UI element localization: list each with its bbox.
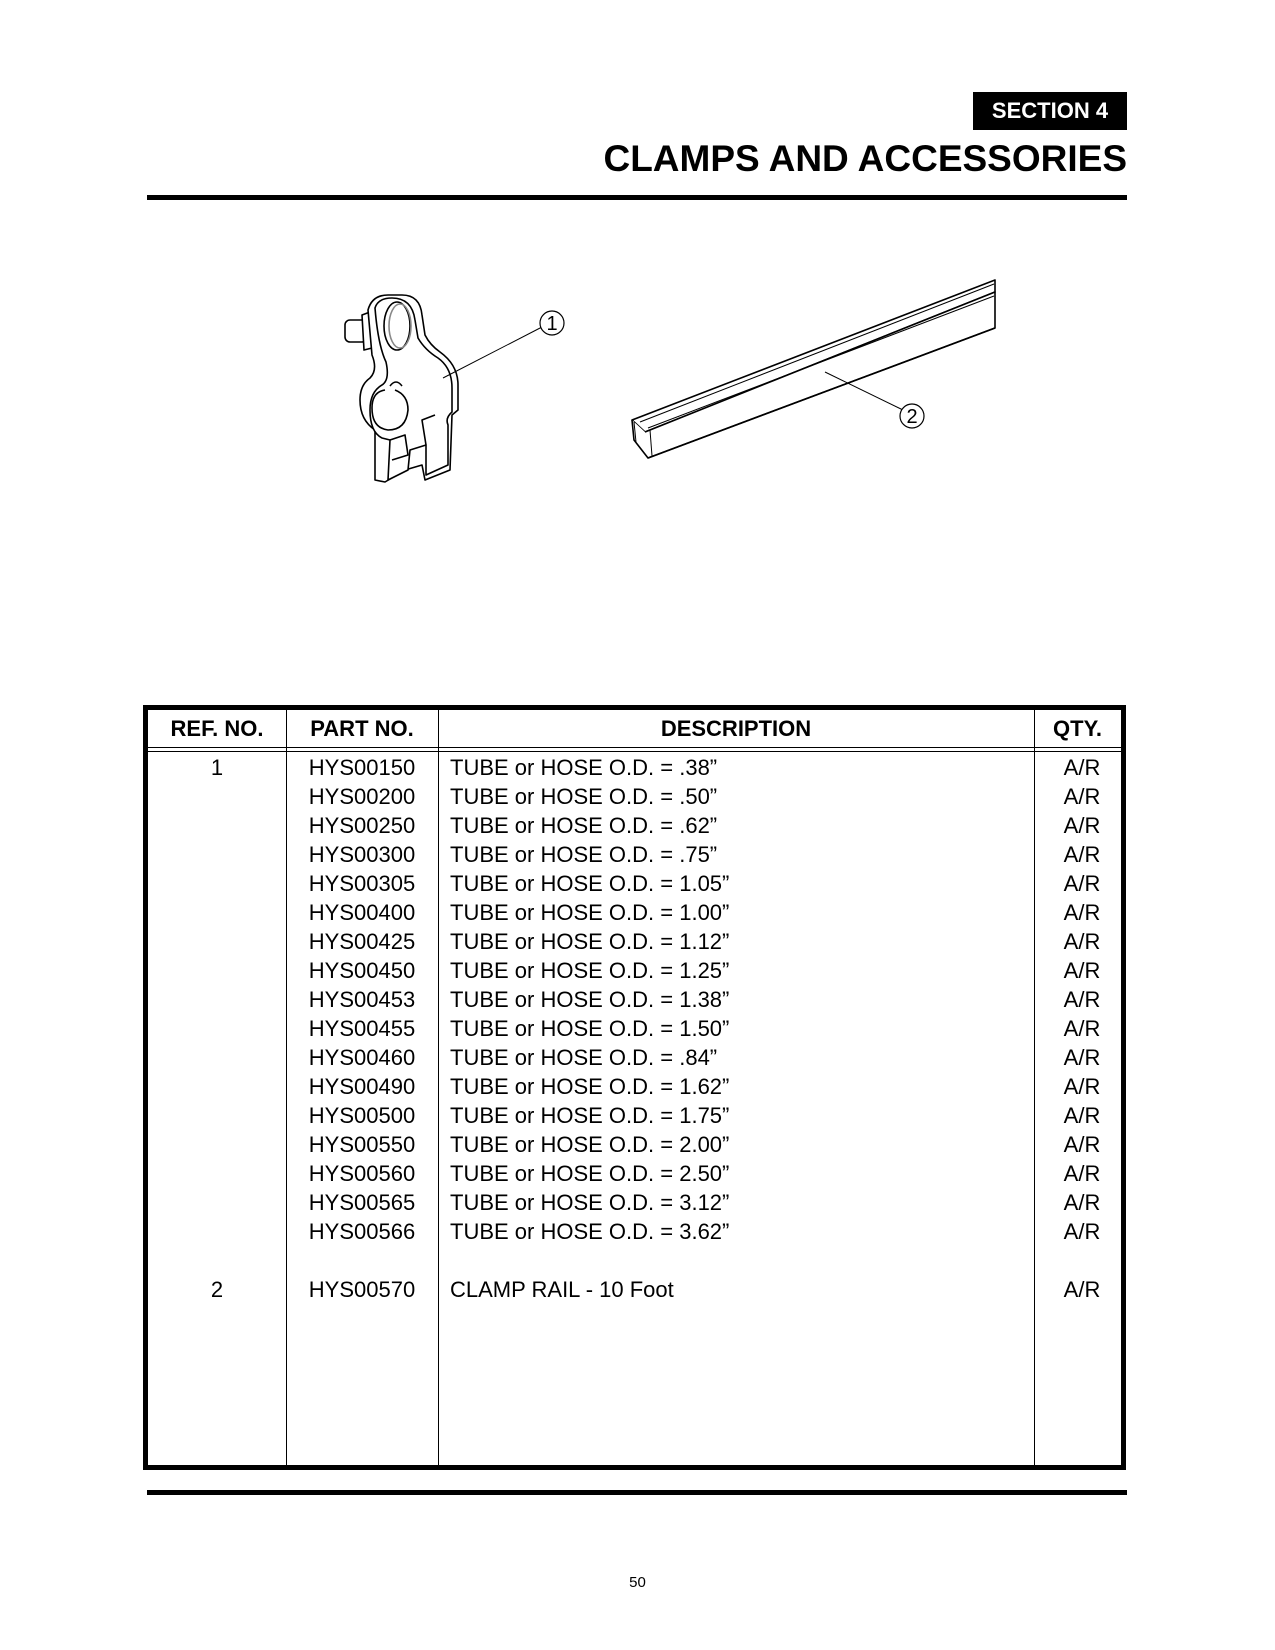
description-cell: TUBE or HOSE O.D. = 2.50”	[450, 1160, 730, 1186]
part-no-cell: HYS00453	[308, 986, 416, 1012]
header-description: DESCRIPTION	[660, 715, 812, 741]
part-no-cell: HYS00400	[308, 899, 416, 925]
footer-rule	[147, 1490, 1127, 1495]
table-row	[148, 1101, 1121, 1130]
qty-cell: A/R	[1063, 957, 1101, 983]
ref-no-cell	[148, 1043, 286, 1072]
qty-cell: A/R	[1063, 1276, 1101, 1302]
part-no-cell: HYS00300	[308, 841, 416, 867]
description-cell: TUBE or HOSE O.D. = .84”	[450, 1044, 718, 1070]
ref-no-cell	[148, 927, 286, 956]
part-no-cell: HYS00550	[308, 1131, 416, 1157]
header-qty: QTY.	[1053, 715, 1102, 741]
ref-no-cell	[148, 1072, 286, 1101]
ref-no-cell	[148, 1159, 286, 1188]
parts-illustration	[330, 270, 1030, 500]
table-row	[148, 1072, 1121, 1101]
parts-table	[143, 705, 1126, 1470]
part-no-cell: HYS00250	[308, 812, 416, 838]
table-row	[148, 811, 1121, 840]
qty-cell: A/R	[1063, 899, 1101, 925]
part-no-cell: HYS00200	[308, 783, 416, 809]
callout-2-label: 2	[906, 406, 918, 428]
clamp-drawing	[345, 295, 564, 482]
ref-no-cell	[148, 782, 286, 811]
ref-no-cell: 1	[210, 754, 224, 780]
description-cell: TUBE or HOSE O.D. = 1.50”	[450, 1015, 730, 1041]
description-cell: TUBE or HOSE O.D. = 1.75”	[450, 1102, 730, 1128]
description-cell: TUBE or HOSE O.D. = 1.05”	[450, 870, 730, 896]
ref-no-cell	[148, 840, 286, 869]
part-no-cell: HYS00490	[308, 1073, 416, 1099]
header-part-no: PART NO.	[310, 715, 414, 741]
part-no-cell: HYS00500	[308, 1102, 416, 1128]
qty-cell: A/R	[1063, 928, 1101, 954]
qty-cell: A/R	[1063, 841, 1101, 867]
part-no-cell: HYS00460	[308, 1044, 416, 1070]
description-cell: TUBE or HOSE O.D. = 1.62”	[450, 1073, 730, 1099]
description-cell: TUBE or HOSE O.D. = 1.00”	[450, 899, 730, 925]
table-row	[148, 927, 1121, 956]
qty-cell: A/R	[1063, 870, 1101, 896]
ref-no-cell	[148, 1188, 286, 1217]
description-cell: TUBE or HOSE O.D. = .62”	[450, 812, 718, 838]
header-rule	[148, 747, 1121, 748]
description-cell: TUBE or HOSE O.D. = 2.00”	[450, 1131, 730, 1157]
part-no-cell: HYS00455	[308, 1015, 416, 1041]
qty-cell: A/R	[1063, 783, 1101, 809]
qty-cell: A/R	[1063, 1160, 1101, 1186]
table-row	[148, 1043, 1121, 1072]
part-no-cell: HYS00450	[308, 957, 416, 983]
qty-cell: A/R	[1063, 1102, 1101, 1128]
table-row	[148, 1217, 1121, 1246]
part-no-cell: HYS00566	[308, 1218, 416, 1244]
page-title: CLAMPS AND ACCESSORIES	[603, 138, 1127, 179]
table-row	[148, 782, 1121, 811]
qty-cell: A/R	[1063, 1218, 1101, 1244]
table-row	[148, 753, 1121, 782]
description-cell: TUBE or HOSE O.D. = 1.12”	[450, 928, 730, 954]
table-row	[148, 1159, 1121, 1188]
header-rule	[148, 751, 1121, 752]
description-cell: TUBE or HOSE O.D. = .38”	[450, 754, 718, 780]
ref-no-cell	[148, 1217, 286, 1246]
table-row	[148, 1275, 1121, 1304]
ref-no-cell	[148, 1101, 286, 1130]
qty-cell: A/R	[1063, 1131, 1101, 1157]
part-no-cell: HYS00305	[308, 870, 416, 896]
ref-no-cell: 2	[210, 1276, 224, 1302]
table-row	[148, 869, 1121, 898]
description-cell: TUBE or HOSE O.D. = 3.62”	[450, 1218, 730, 1244]
description-cell: TUBE or HOSE O.D. = .75”	[450, 841, 718, 867]
ref-no-cell	[148, 1130, 286, 1159]
table-row	[148, 1014, 1121, 1043]
part-no-cell: HYS00150	[308, 754, 416, 780]
qty-cell: A/R	[1063, 754, 1101, 780]
qty-cell: A/R	[1063, 812, 1101, 838]
ref-no-cell	[148, 1014, 286, 1043]
part-no-cell: HYS00565	[308, 1189, 416, 1215]
description-cell: TUBE or HOSE O.D. = 1.38”	[450, 986, 730, 1012]
table-row	[148, 1130, 1121, 1159]
qty-cell: A/R	[1063, 1044, 1101, 1070]
part-no-cell: HYS00560	[308, 1160, 416, 1186]
qty-cell: A/R	[1063, 1015, 1101, 1041]
description-cell: CLAMP RAIL - 10 Foot	[450, 1276, 674, 1302]
table-row	[148, 1188, 1121, 1217]
qty-cell: A/R	[1063, 986, 1101, 1012]
description-cell: TUBE or HOSE O.D. = 3.12”	[450, 1189, 730, 1215]
ref-no-cell	[148, 811, 286, 840]
header-rule	[147, 195, 1127, 200]
description-cell: TUBE or HOSE O.D. = .50”	[450, 783, 718, 809]
ref-no-cell	[148, 869, 286, 898]
ref-no-cell	[148, 985, 286, 1014]
part-no-cell: HYS00570	[308, 1276, 416, 1302]
ref-no-cell	[148, 956, 286, 985]
section-badge: SECTION 4	[973, 92, 1127, 130]
table-row	[148, 985, 1121, 1014]
description-cell: TUBE or HOSE O.D. = 1.25”	[450, 957, 730, 983]
table-row	[148, 956, 1121, 985]
callout-1-label: 1	[546, 313, 558, 335]
table-row	[148, 840, 1121, 869]
header-ref-no: REF. NO.	[170, 715, 264, 741]
clamp-rail-drawing	[632, 280, 995, 458]
ref-no-cell	[148, 898, 286, 927]
qty-cell: A/R	[1063, 1073, 1101, 1099]
page-number: 50	[629, 1574, 646, 1591]
table-row	[148, 898, 1121, 927]
part-no-cell: HYS00425	[308, 928, 416, 954]
qty-cell: A/R	[1063, 1189, 1101, 1215]
